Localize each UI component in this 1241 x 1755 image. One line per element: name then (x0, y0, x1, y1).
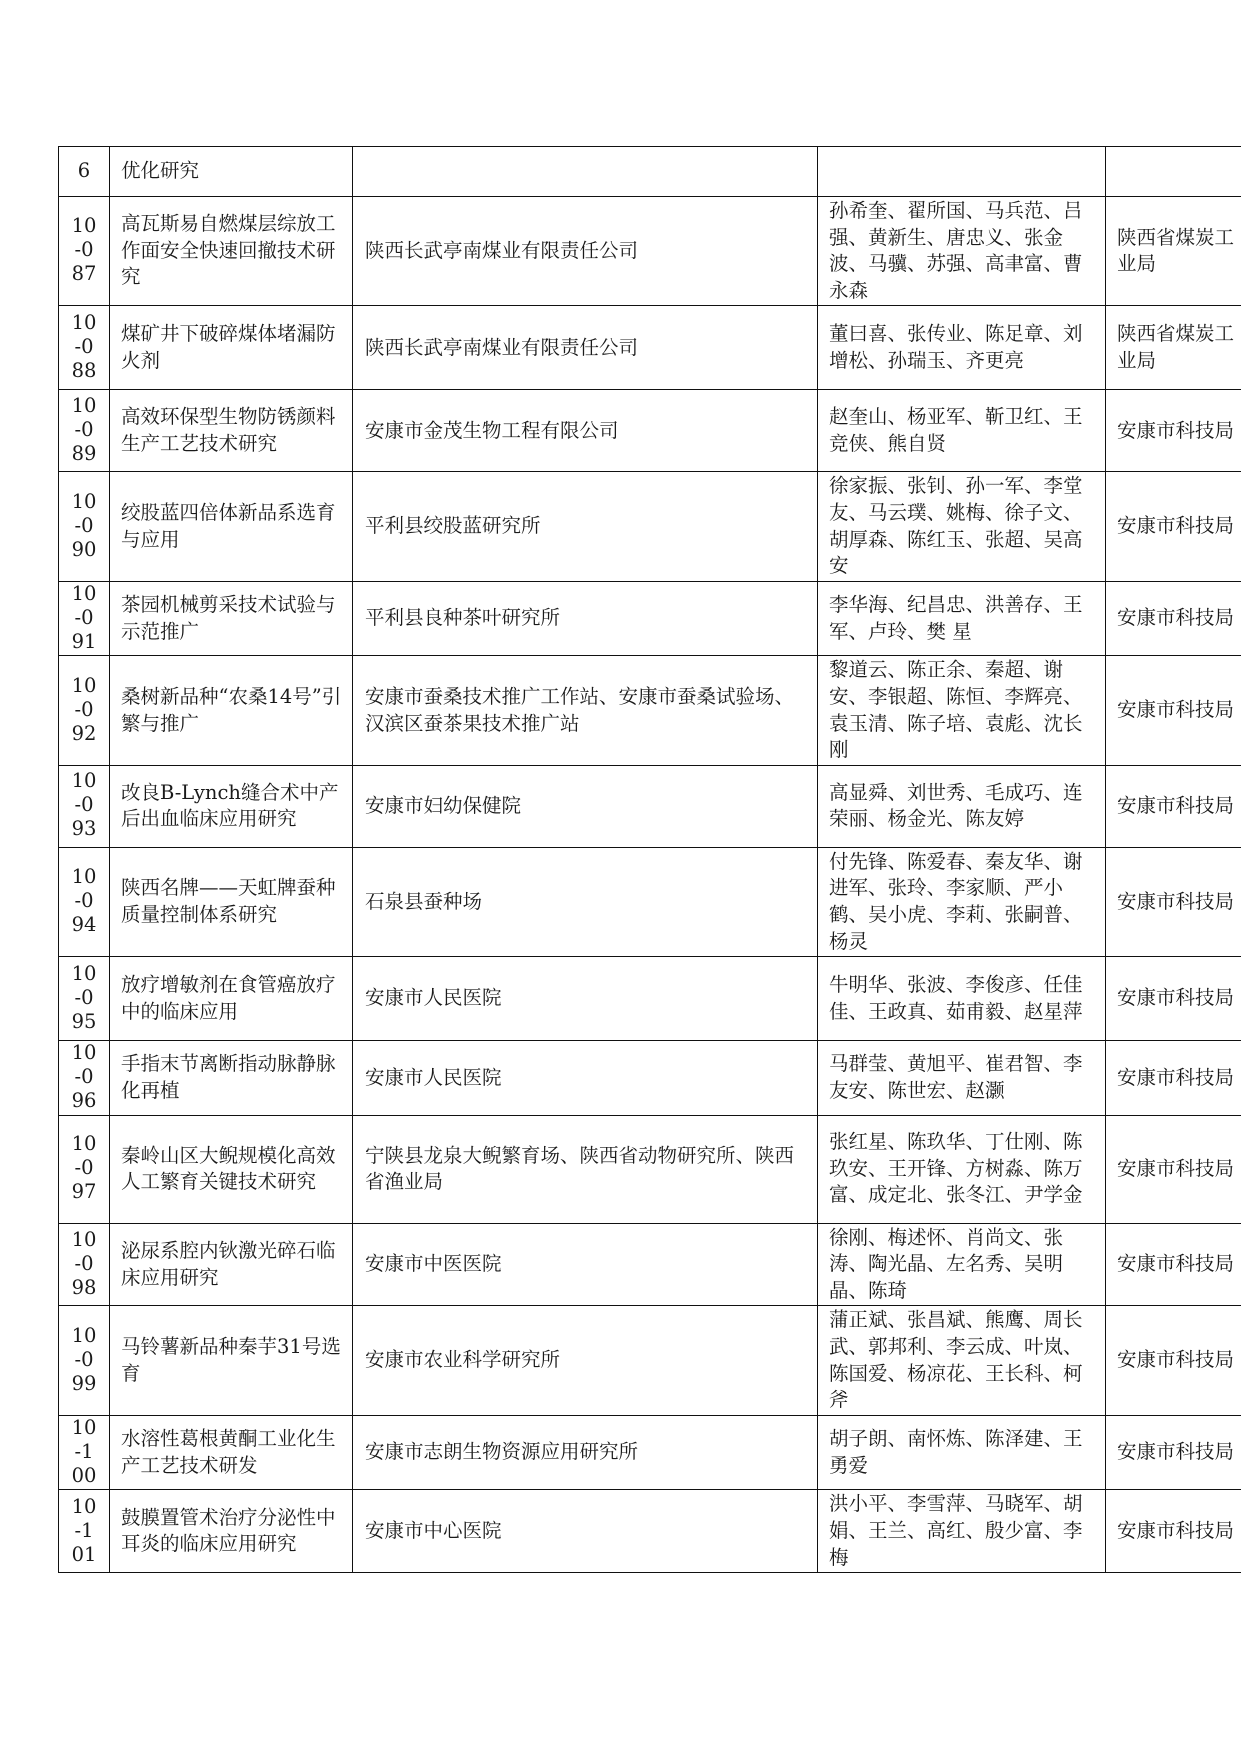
row-number: 10-092 (59, 656, 110, 765)
awards-table (58, 146, 1241, 1573)
row-number: 10-090 (59, 472, 110, 581)
project-name: 绞股蓝四倍体新品系选育与应用 (110, 472, 353, 581)
project-name: 高瓦斯易自燃煤层综放工作面安全快速回撤技术研究 (110, 197, 353, 306)
table-row (59, 1223, 1241, 1306)
table-row (59, 847, 1241, 956)
project-name: 桑树新品种“农桑14号”引繁与推广 (110, 656, 353, 765)
completing-unit: 平利县绞股蓝研究所 (353, 472, 818, 581)
completing-people: 赵奎山、杨亚军、靳卫红、王竞侠、熊自贤 (818, 390, 1106, 472)
completing-unit: 安康市志朗生物资源应用研究所 (353, 1415, 818, 1490)
row-number: 10-089 (59, 390, 110, 472)
completing-unit: 石泉县蚕种场 (353, 847, 818, 956)
project-name: 放疗增敏剂在食管癌放疗中的临床应用 (110, 957, 353, 1041)
table-row (59, 147, 1241, 197)
table-row (59, 472, 1241, 581)
row-number: 10-097 (59, 1115, 110, 1223)
project-name: 茶园机械剪采技术试验与示范推广 (110, 581, 353, 656)
table-row (59, 765, 1241, 847)
recommending-unit: 安康市科技局 (1106, 1306, 1241, 1415)
recommending-unit (1106, 147, 1241, 197)
table-row (59, 390, 1241, 472)
recommending-unit: 安康市科技局 (1106, 472, 1241, 581)
row-number: 10-101 (59, 1490, 110, 1573)
project-name: 马铃薯新品种秦芋31号选育 (110, 1306, 353, 1415)
completing-people: 徐刚、梅述怀、肖尚文、张涛、陶光晶、左名秀、吴明晶、陈琦 (818, 1223, 1106, 1306)
completing-unit: 宁陕县龙泉大鲵繁育场、陕西省动物研究所、陕西省渔业局 (353, 1115, 818, 1223)
recommending-unit: 安康市科技局 (1106, 656, 1241, 765)
table-row (59, 1041, 1241, 1116)
completing-people: 牛明华、张波、李俊彦、任佳佳、王政真、茹甫毅、赵星萍 (818, 957, 1106, 1041)
row-number: 6 (59, 147, 110, 197)
completing-unit: 安康市人民医院 (353, 1041, 818, 1116)
table-row (59, 197, 1241, 306)
project-name: 鼓膜置管术治疗分泌性中耳炎的临床应用研究 (110, 1490, 353, 1573)
table-row (59, 1306, 1241, 1415)
completing-unit: 安康市妇幼保健院 (353, 765, 818, 847)
project-name: 手指末节离断指动脉静脉化再植 (110, 1041, 353, 1116)
completing-unit: 安康市中医医院 (353, 1223, 818, 1306)
project-name: 优化研究 (110, 147, 353, 197)
completing-people: 孙希奎、翟所国、马兵范、吕强、黄新生、唐忠义、张金波、马骥、苏强、高聿富、曹永森 (818, 197, 1106, 306)
completing-people: 马群莹、黄旭平、崔君智、李友安、陈世宏、赵灏 (818, 1041, 1106, 1116)
row-number: 10-093 (59, 765, 110, 847)
recommending-unit: 安康市科技局 (1106, 1115, 1241, 1223)
row-number: 10-096 (59, 1041, 110, 1116)
completing-unit (353, 147, 818, 197)
completing-people (818, 147, 1106, 197)
row-number: 10-091 (59, 581, 110, 656)
project-name: 泌尿系腔内钬激光碎石临床应用研究 (110, 1223, 353, 1306)
project-name: 秦岭山区大鲵规模化高效人工繁育关键技术研究 (110, 1115, 353, 1223)
row-number: 10-099 (59, 1306, 110, 1415)
recommending-unit: 陕西省煤炭工业局 (1106, 306, 1241, 390)
row-number: 10-088 (59, 306, 110, 390)
completing-unit: 陕西长武亭南煤业有限责任公司 (353, 197, 818, 306)
completing-unit: 安康市金茂生物工程有限公司 (353, 390, 818, 472)
recommending-unit: 安康市科技局 (1106, 581, 1241, 656)
completing-unit: 陕西长武亭南煤业有限责任公司 (353, 306, 818, 390)
row-number: 10-100 (59, 1415, 110, 1490)
table-row (59, 306, 1241, 390)
completing-people: 黎道云、陈正余、秦超、谢安、李银超、陈恒、李辉亮、袁玉清、陈子培、袁彪、沈长刚 (818, 656, 1106, 765)
project-name: 陕西名牌——天虹牌蚕种质量控制体系研究 (110, 847, 353, 956)
completing-people: 高显舜、刘世秀、毛成巧、连荣丽、杨金光、陈友婷 (818, 765, 1106, 847)
table-row (59, 1490, 1241, 1573)
completing-people: 徐家振、张钊、孙一军、李堂友、马云璞、姚梅、徐子文、胡厚森、陈红玉、张超、吴高安 (818, 472, 1106, 581)
project-name: 改良B-Lynch缝合术中产后出血临床应用研究 (110, 765, 353, 847)
recommending-unit: 陕西省煤炭工业局 (1106, 197, 1241, 306)
table-row (59, 1415, 1241, 1490)
table-row (59, 957, 1241, 1041)
row-number: 10-095 (59, 957, 110, 1041)
completing-unit: 安康市蚕桑技术推广工作站、安康市蚕桑试验场、汉滨区蚕茶果技术推广站 (353, 656, 818, 765)
completing-unit: 安康市中心医院 (353, 1490, 818, 1573)
completing-people: 胡子朗、南怀炼、陈泽建、王勇爱 (818, 1415, 1106, 1490)
recommending-unit: 安康市科技局 (1106, 1415, 1241, 1490)
project-name: 高效环保型生物防锈颜料生产工艺技术研究 (110, 390, 353, 472)
recommending-unit: 安康市科技局 (1106, 390, 1241, 472)
completing-people: 董曰喜、张传业、陈足章、刘增松、孙瑞玉、齐更亮 (818, 306, 1106, 390)
recommending-unit: 安康市科技局 (1106, 765, 1241, 847)
completing-unit: 安康市人民医院 (353, 957, 818, 1041)
recommending-unit: 安康市科技局 (1106, 1041, 1241, 1116)
recommending-unit: 安康市科技局 (1106, 847, 1241, 956)
completing-unit: 平利县良种茶叶研究所 (353, 581, 818, 656)
row-number: 10-094 (59, 847, 110, 956)
recommending-unit: 安康市科技局 (1106, 957, 1241, 1041)
table-row (59, 656, 1241, 765)
completing-people: 李华海、纪昌忠、洪善存、王 军、卢玲、樊 星 (818, 581, 1106, 656)
table-row (59, 581, 1241, 656)
completing-people: 张红星、陈玖华、丁仕刚、陈玖安、王开锋、方树淼、陈万富、成定北、张冬江、尹学金 (818, 1115, 1106, 1223)
completing-unit: 安康市农业科学研究所 (353, 1306, 818, 1415)
completing-people: 付先锋、陈爱春、秦友华、谢进军、张玲、李家顺、严小鹤、吴小虎、李莉、张嗣普、杨灵 (818, 847, 1106, 956)
project-name: 煤矿井下破碎煤体堵漏防火剂 (110, 306, 353, 390)
table-row (59, 1115, 1241, 1223)
recommending-unit: 安康市科技局 (1106, 1490, 1241, 1573)
row-number: 10-098 (59, 1223, 110, 1306)
row-number: 10-087 (59, 197, 110, 306)
recommending-unit: 安康市科技局 (1106, 1223, 1241, 1306)
completing-people: 蒲正斌、张昌斌、熊鹰、周长武、郭邦利、李云成、叶岚、陈国爱、杨凉花、王长科、柯斧 (818, 1306, 1106, 1415)
project-name: 水溶性葛根黄酮工业化生产工艺技术研发 (110, 1415, 353, 1490)
completing-people: 洪小平、李雪萍、马晓军、胡娟、王兰、高红、殷少富、李梅 (818, 1490, 1106, 1573)
